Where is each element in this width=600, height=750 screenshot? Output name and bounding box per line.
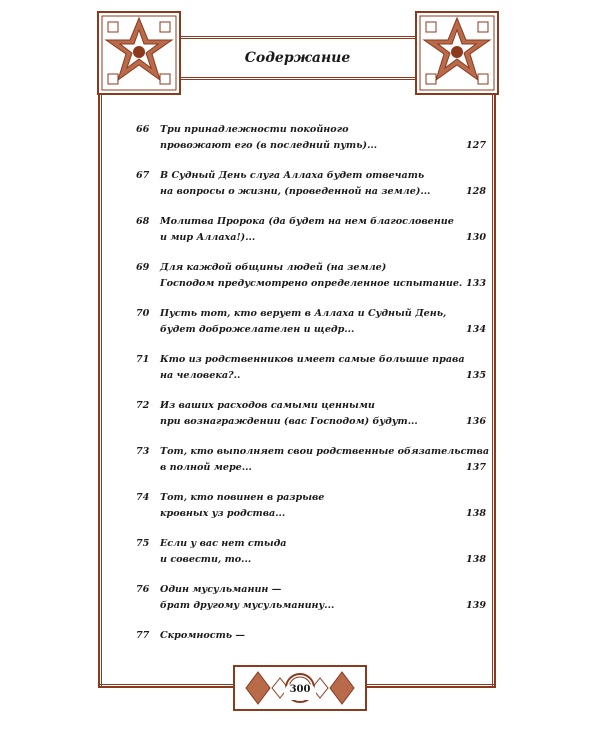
entry-number: 75: [136, 538, 150, 549]
page-title: Содержание: [244, 50, 351, 66]
entry-number: 77: [136, 630, 150, 641]
toc-entry: [126, 256, 486, 296]
toc-entry: [126, 210, 486, 250]
entry-number: 69: [136, 262, 150, 273]
entry-title-line-1: Из ваших расходов самыми ценными: [160, 400, 375, 411]
entry-page-number: 138: [465, 508, 486, 519]
header-band: [180, 36, 415, 80]
entry-title-line-1: Кто из родственников имеет самые большие права: [160, 354, 465, 365]
entry-title-line-2: брат другому мусульманину...: [160, 600, 335, 611]
entry-title-line-2: провожают его (в последний путь)...: [160, 140, 378, 151]
toc-entry: [126, 624, 486, 664]
toc-entry: [126, 440, 490, 480]
toc-entry: [126, 348, 486, 388]
entry-page-number: 137: [465, 462, 486, 473]
entry-title-line-1: Один мусульманин —: [160, 584, 282, 595]
toc-entry: [126, 302, 486, 342]
entry-number: 73: [136, 446, 150, 457]
top-right-ornament: [414, 10, 500, 96]
toc-entry: [126, 486, 486, 526]
entry-title-line-1: В Судный День слуга Аллаха будет отвечать: [160, 170, 425, 181]
entry-number: 76: [136, 584, 150, 595]
entry-page-number: 135: [465, 370, 486, 381]
entry-title-line-1: Тот, кто выполняет свои родственные обязательства: [160, 446, 490, 457]
entry-page-number: 134: [465, 324, 486, 335]
toc-entry: [126, 164, 486, 204]
entry-title-line-2: при вознаграждении (вас Господом) будут...: [160, 416, 418, 427]
entry-title-line-1: Для каждой общины людей (на земле): [160, 262, 387, 273]
entry-page-number: 127: [465, 140, 486, 151]
entry-page-number: 136: [465, 416, 486, 427]
toc-entry: [126, 578, 486, 618]
toc-entry: [126, 532, 486, 572]
entry-title-line-1: Молитва Пророка (да будет на нем благословение: [160, 216, 454, 227]
entry-number: 71: [136, 354, 150, 365]
entry-title-line-2: в полной мере...: [160, 462, 252, 473]
entry-page-number: 139: [465, 600, 486, 611]
toc-entry: [126, 118, 486, 158]
entry-title-line-2: кровных уз родства...: [160, 508, 286, 519]
entry-title-line-2: и мир Аллаха!)...: [160, 232, 256, 243]
entry-number: 74: [136, 492, 150, 503]
entry-page-number: 133: [465, 278, 486, 289]
entry-page-number: 128: [465, 186, 486, 197]
top-left-ornament: [96, 10, 182, 96]
page-number: 300: [284, 684, 316, 700]
entry-title-line-2: и совести, то...: [160, 554, 252, 565]
entry-title-line-2: на вопросы о жизни, (проведенной на земле)...: [160, 186, 431, 197]
entry-title-line-1: Тот, кто повинен в разрыве: [160, 492, 325, 503]
entry-title-line-1: Три принадлежности покойного: [160, 124, 349, 135]
entry-title-line-1: Скромность —: [160, 630, 246, 641]
entry-number: 72: [136, 400, 150, 411]
entry-page-number: 138: [465, 554, 486, 565]
entry-title-line-1: Пусть тот, кто верует в Аллаха и Судный День,: [160, 308, 447, 319]
entry-title-line-2: на человека?..: [160, 370, 241, 381]
entry-title-line-2: Господом предусмотрено определенное испытание.: [160, 278, 463, 289]
entry-number: 66: [136, 124, 150, 135]
toc-entry: [126, 394, 486, 434]
entry-number: 70: [136, 308, 150, 319]
entry-number: 68: [136, 216, 150, 227]
entry-title-line-2: будет доброжелателен и щедр...: [160, 324, 355, 335]
entry-number: 67: [136, 170, 150, 181]
entry-page-number: 130: [465, 232, 486, 243]
entry-title-line-1: Если у вас нет стыда: [160, 538, 287, 549]
frame-left-border: [98, 28, 102, 688]
frame-right-border: [492, 28, 496, 688]
